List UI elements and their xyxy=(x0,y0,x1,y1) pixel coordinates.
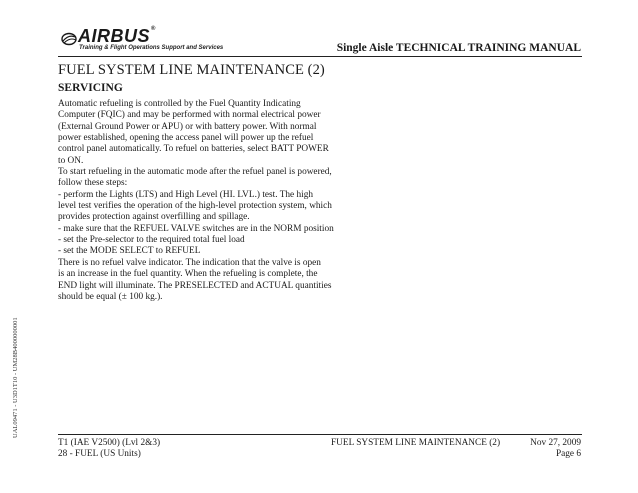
footer-course: T1 (IAE V2500) (Lvl 2&3) xyxy=(58,438,161,448)
body-line: to ON. xyxy=(58,155,84,166)
airbus-swirl-icon xyxy=(61,31,77,47)
body-line: To start refueling in the automatic mode after the refuel panel is powered, xyxy=(58,167,332,178)
footer-chapter: 28 - FUEL (US Units) xyxy=(58,449,141,459)
body-line: (External Ground Power or APU) or with battery power. With normal xyxy=(58,121,317,132)
body-line: power established, opening the access panel will power up the refuel xyxy=(58,133,314,144)
body-line: follow these steps: xyxy=(58,178,128,189)
body-line: should be equal (± 100 kg.). xyxy=(58,291,163,302)
body-line: provides protection against overfilling and spillage. xyxy=(58,212,250,223)
body-line: level test verifies the operation of the high-level protection system, which xyxy=(58,201,332,212)
body-line: There is no refuel valve indicator. The indication that the valve is open xyxy=(58,257,321,268)
body-line: Automatic refueling is controlled by the Fuel Quantity Indicating xyxy=(58,99,301,109)
footer-page-number: Page 6 xyxy=(555,449,581,459)
logo-wordmark: AIRBUS® xyxy=(78,26,156,46)
footer-section-title: FUEL SYSTEM LINE MAINTENANCE (2) xyxy=(331,438,501,448)
footer-left xyxy=(58,438,160,460)
document-side-code: UAL09471 - U3D1T10 - UM28B4000000001 xyxy=(12,317,19,438)
section-title: FUEL SYSTEM LINE MAINTENANCE (2) xyxy=(58,62,325,78)
subsection-title: SERVICING xyxy=(58,82,123,94)
body-line: is an increase in the fuel quantity. When the refueling is complete, the xyxy=(58,269,318,280)
body-line: control panel automatically. To refuel on batteries, select BATT POWER xyxy=(58,144,329,155)
header-divider xyxy=(58,56,582,57)
footer-divider xyxy=(58,434,582,435)
body-line: - make sure that the REFUEL VALVE switches are in the NORM position xyxy=(58,223,334,234)
body-line: - set the Pre-selector to the required total fuel load xyxy=(58,235,245,246)
body-line: Computer (FQIC) and may be performed with normal electrical power xyxy=(58,110,321,121)
body-line: - perform the Lights (LTS) and High Level (HI. LVL.) test. The high xyxy=(58,189,314,200)
body-line: END light will illuminate. The PRESELECTED and ACTUAL quantities xyxy=(58,280,332,291)
body-line: - set the MODE SELECT to REFUEL xyxy=(58,246,201,257)
manual-title: Single Aisle TECHNICAL TRAINING MANUAL xyxy=(336,42,581,54)
logo-tagline: Training & Flight Operations Support and Services xyxy=(79,45,224,51)
body-text xyxy=(58,99,334,303)
footer-right xyxy=(530,438,581,460)
airbus-logo xyxy=(61,26,261,54)
footer-date: Nov 27, 2009 xyxy=(530,438,581,448)
